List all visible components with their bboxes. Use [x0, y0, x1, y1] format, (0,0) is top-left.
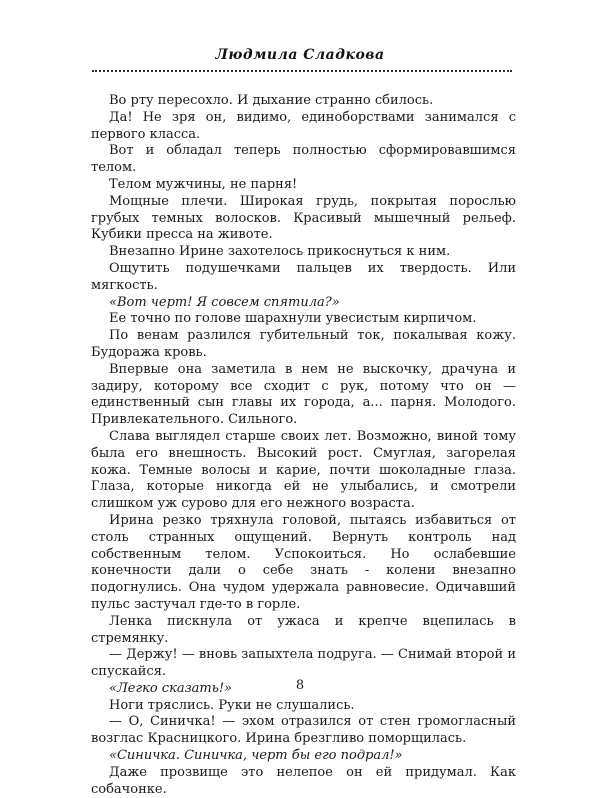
page-number: 8: [295, 678, 305, 693]
paragraph: Ноги тряслись. Руки не слушались.: [109, 697, 355, 713]
paragraph-italic-thought: «Легко сказать!»: [109, 680, 233, 696]
paragraph-italic-thought: «Синичка. Синичка, черт бы его подрал!»: [109, 748, 403, 764]
paragraph: Даже прозвище это нелепое он ей придумал. Как собачонке.: [91, 764, 516, 797]
paragraph: — Держу! — вновь запыхтела подруга. — Снимай второй и спускайся.: [91, 647, 516, 680]
header-dotted-rule: [92, 70, 512, 72]
paragraph: Ирина резко тряхнула головой, пытаясь избавиться от столь странных ощущений. Вернуть контроль над собственным телом. Успокоиться. Но ослабевшие конечности дали о себе знать - колени внезапно подогнулись. Она чудом удержала равновесие. Одичавший пульс застучал где-то в горле.: [91, 512, 516, 612]
paragraph: Впервые она заметила в нем не выскочку, драчуна и задиру, которому все сходит с рук, потому что он — единственный сын главы их города, а... парня. Молодого. Привлекательного. Сильного.: [91, 361, 516, 428]
paragraph: Да! Не зря он, видимо, единоборствами занимался с первого класса.: [91, 109, 516, 142]
paragraph: Вот и обладал теперь полностью сформировавшимся телом.: [91, 143, 516, 176]
paragraph: Телом мужчины, не парня!: [109, 176, 298, 192]
paragraph: По венам разлился губительный ток, покалывая кожу. Будоража кровь.: [91, 328, 516, 360]
paragraph: Во рту пересохло. И дыхание странно сбилось.: [109, 93, 434, 108]
paragraph: — О, Синичка! — эхом отразился от стен громогласный возглас Красницкого. Ирина брезгливо поморщилась.: [91, 714, 516, 747]
paragraph: Внезапно Ирине захотелось прикоснуться к ним.: [109, 244, 451, 260]
paragraph: Слава выглядел старше своих лет. Возможно, виной тому была его внешность. Высокий рост. Смуглая, загорелая кожа. Темные волосы и карие, почти шоколадные глаза. Глаза, которые никогда ей не улыбались, и смотрели слишком уж сурово для его нежного возраста.: [91, 428, 516, 512]
paragraph: Мощные плечи. Широкая грудь, покрытая порослью грубых темных волосков. Красивый мышечный рельеф. Кубики пресса на животе.: [91, 193, 516, 243]
paragraph-italic-thought: «Вот черт! Я совсем спятила?»: [109, 294, 340, 310]
paragraph: Ее точно по голове шарахнули увесистым кирпичом.: [109, 311, 477, 327]
running-head-author: Людмила Сладкова: [215, 47, 385, 63]
paragraph: Ощутить подушечками пальцев их твердость. Или мягкость.: [91, 260, 516, 293]
paragraph: Ленка пискнула от ужаса и крепче вцепилась в стремянку.: [91, 613, 516, 646]
